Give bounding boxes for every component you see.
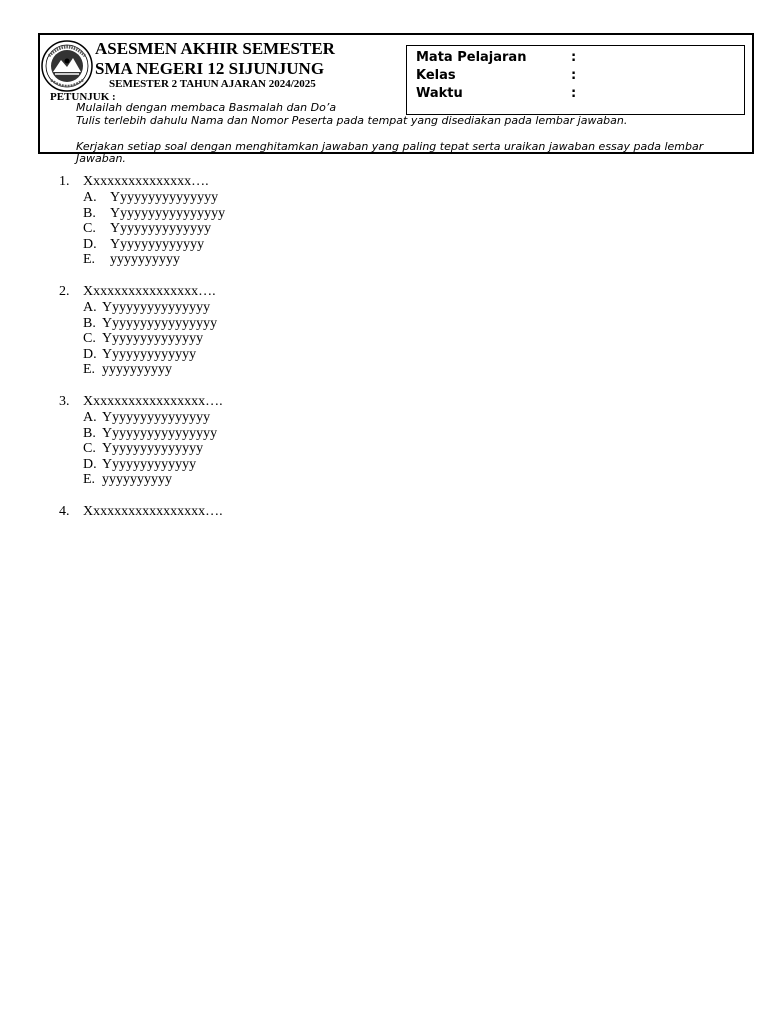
- question-item: [59, 283, 739, 378]
- info-separator: :: [571, 50, 577, 65]
- info-label: Mata Pelajaran: [416, 50, 527, 65]
- answer-option[interactable]: [59, 362, 739, 378]
- info-label: Kelas: [416, 68, 456, 83]
- option-letter: D.: [83, 346, 97, 362]
- question-list: [59, 173, 739, 536]
- exam-header: [38, 33, 754, 165]
- question-item: [59, 393, 739, 488]
- option-text: yyyyyyyyyy: [102, 362, 172, 377]
- question-item: [59, 173, 739, 268]
- option-text: Yyyyyyyyyyyyyy: [102, 441, 204, 456]
- school-name: SMA NEGERI 12 SIJUNJUNG: [95, 59, 325, 78]
- option-text: Yyyyyyyyyyyyyy: [102, 331, 204, 346]
- option-letter: B.: [83, 425, 96, 441]
- question-text: Xxxxxxxxxxxxxxx….: [83, 174, 209, 189]
- answer-option[interactable]: [59, 206, 739, 222]
- question-text: Xxxxxxxxxxxxxxxx….: [83, 284, 216, 299]
- instruction-line: Tulis terlebih dahulu Nama dan Nomor Peserta pada tempat yang disediakan pada lembar jawaban.: [76, 114, 628, 127]
- info-separator: :: [571, 68, 577, 83]
- option-letter: B.: [83, 315, 96, 331]
- option-letter: A.: [83, 410, 97, 425]
- question-text: Xxxxxxxxxxxxxxxxx….: [83, 504, 223, 519]
- option-letter: E.: [83, 252, 96, 267]
- option-letter: B.: [83, 205, 96, 221]
- info-row-subject: [416, 49, 576, 67]
- semester-info: SEMESTER 2 TAHUN AJARAN 2024/2025: [109, 78, 316, 90]
- question-number: 3.: [59, 394, 70, 409]
- option-letter: D.: [83, 236, 97, 252]
- instruction-line: Mulailah dengan membaca Basmalah dan Do’a: [76, 101, 337, 114]
- info-row-class: [416, 67, 576, 85]
- answer-option[interactable]: [59, 331, 739, 347]
- option-letter: E.: [83, 472, 96, 487]
- info-separator: :: [571, 86, 577, 101]
- answer-option[interactable]: [59, 237, 739, 253]
- info-row-time: [416, 85, 576, 103]
- option-text: Yyyyyyyyyyyyyy: [110, 221, 212, 236]
- answer-option[interactable]: [59, 472, 739, 488]
- answer-option[interactable]: [59, 316, 739, 332]
- exam-title: ASESMEN AKHIR SEMESTER: [95, 39, 335, 58]
- question-number: 1.: [59, 174, 70, 189]
- answer-option[interactable]: [59, 426, 739, 442]
- school-logo-icon: [41, 40, 93, 92]
- option-letter: A.: [83, 300, 97, 315]
- option-text: Yyyyyyyyyyyyy: [102, 456, 197, 472]
- answer-option[interactable]: [59, 347, 739, 363]
- option-letter: A.: [83, 190, 97, 205]
- option-text: Yyyyyyyyyyyyyyy: [102, 300, 211, 315]
- question-item: [59, 503, 739, 520]
- instruction-line: Kerjakan setiap soal dengan menghitamkan jawaban yang paling tepat serta uraikan jawaban essay pada lembar Jawaban.: [76, 140, 704, 165]
- option-text: Yyyyyyyyyyyyyyyy: [110, 205, 226, 221]
- answer-option[interactable]: [59, 190, 739, 206]
- option-text: yyyyyyyyyy: [102, 472, 172, 487]
- instructions-label: PETUNJUK :: [50, 91, 116, 103]
- answer-option[interactable]: [59, 252, 739, 268]
- option-text: Yyyyyyyyyyyyyyy: [102, 410, 211, 425]
- option-letter: E.: [83, 362, 96, 377]
- answer-option[interactable]: [59, 457, 739, 473]
- answer-option[interactable]: [59, 410, 739, 426]
- option-text: Yyyyyyyyyyyyy: [110, 236, 205, 252]
- option-letter: C.: [83, 441, 96, 456]
- answer-option[interactable]: [59, 221, 739, 237]
- option-text: Yyyyyyyyyyyyyyyy: [102, 315, 218, 331]
- question-number: 4.: [59, 504, 70, 519]
- student-info-box: [406, 45, 745, 115]
- info-label: Waktu: [416, 86, 463, 101]
- answer-option[interactable]: [59, 300, 739, 316]
- answer-option[interactable]: [59, 441, 739, 457]
- option-text: yyyyyyyyyy: [110, 252, 180, 267]
- option-text: Yyyyyyyyyyyyyyyy: [102, 425, 218, 441]
- option-letter: D.: [83, 456, 97, 472]
- question-text: Xxxxxxxxxxxxxxxxx….: [83, 394, 223, 409]
- option-text: Yyyyyyyyyyyyy: [102, 346, 197, 362]
- option-letter: C.: [83, 331, 96, 346]
- option-text: Yyyyyyyyyyyyyyy: [110, 190, 219, 205]
- option-letter: C.: [83, 221, 96, 236]
- question-number: 2.: [59, 284, 70, 299]
